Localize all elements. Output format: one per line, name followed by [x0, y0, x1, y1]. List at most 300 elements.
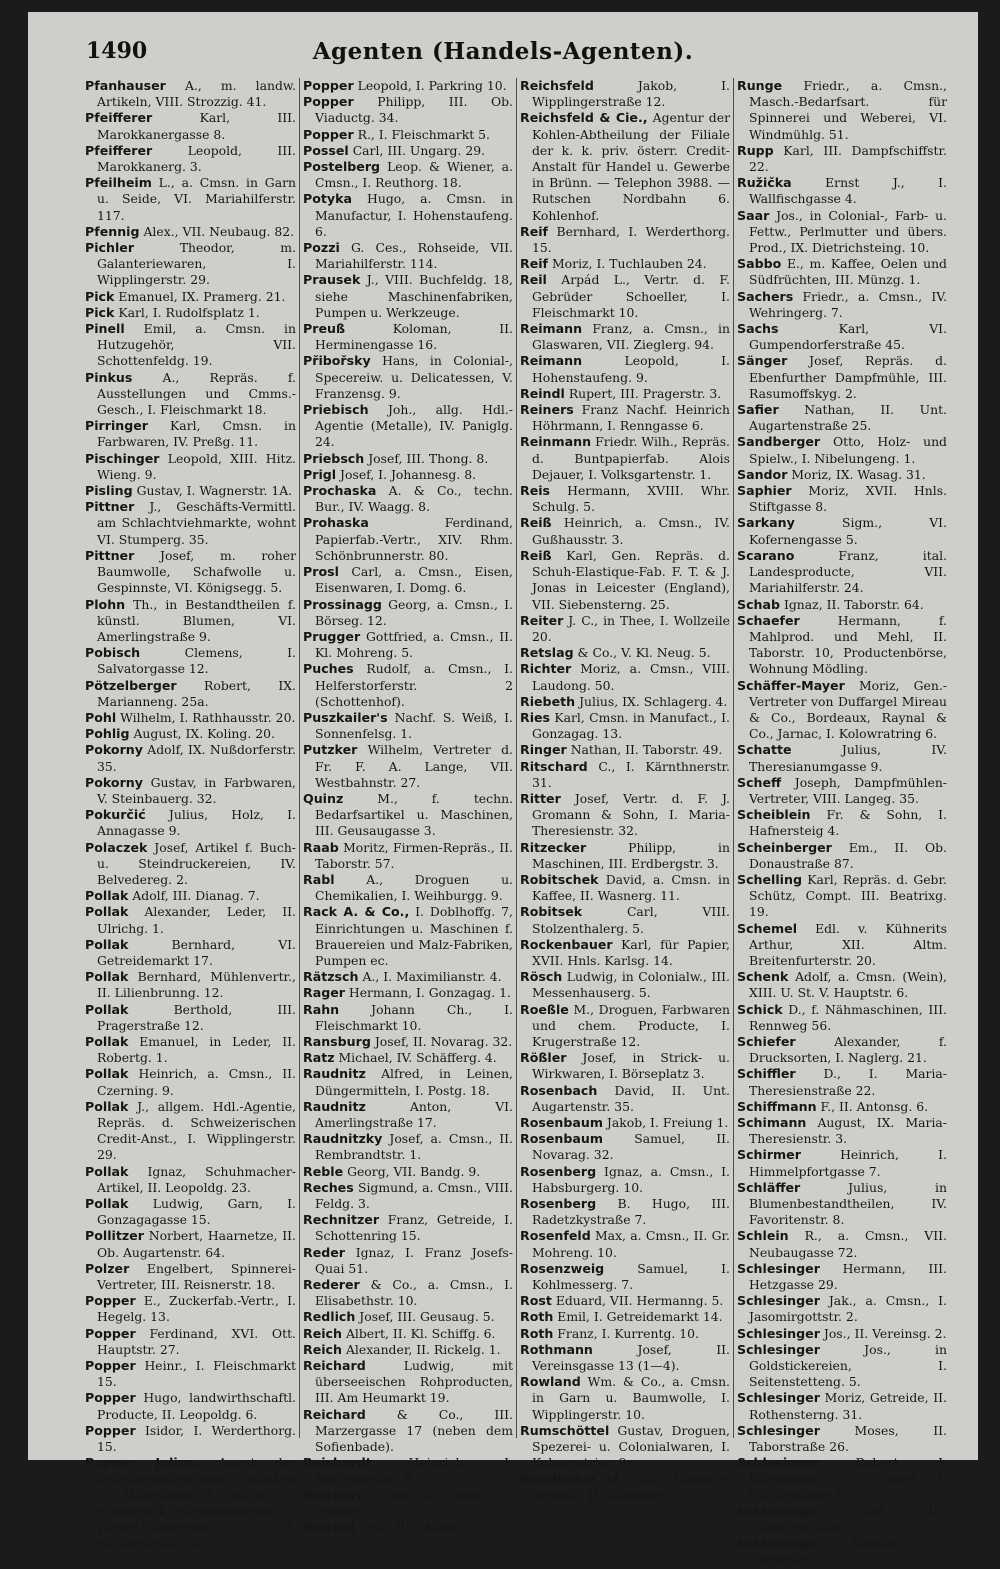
directory-entry [85, 110, 296, 142]
entry-details: Alexander, f. Drucksorten, I. Naglerg. 21. [749, 1033, 947, 1066]
entry-name: Raudnitzky [303, 1131, 383, 1147]
directory-entry [520, 1196, 730, 1228]
entry-details: Jak., a. Cmsn., I. Jasomirgottstr. 2. [749, 1293, 947, 1325]
entry-name: Rößler [520, 1050, 567, 1066]
entry-name: Schlesinger [737, 1455, 820, 1471]
directory-entry [520, 434, 730, 483]
entry-name: Riebeth [520, 693, 576, 709]
entry-name: Reindl [520, 385, 565, 401]
directory-entry [85, 888, 296, 904]
entry-name: Pfennig [85, 223, 140, 239]
directory-entry [303, 240, 513, 272]
entry-name: Rager [303, 985, 345, 1001]
directory-entry [85, 840, 296, 889]
entry-details: R., a. Cmsn., VII. Neubaugasse 72. [749, 1228, 947, 1260]
entry-name: Reches [303, 1179, 354, 1195]
entry-details: Philipp, III. Ob. Viaductg. 34. [315, 94, 513, 126]
entry-name: Sachs [737, 321, 779, 337]
entry-name: Prossinagg [303, 596, 382, 612]
entry-details: Josef, III. Thong. 8. [368, 450, 489, 466]
entry-name: Raudnitz [303, 1098, 366, 1114]
directory-entry [303, 1455, 513, 1487]
entry-details: Carl, a. Cmsn., Eisen, Eisenwaren, I. Domg. 6. [315, 564, 513, 596]
entry-details: August, IX. Koling. 20. [133, 726, 275, 742]
entry-name: Popper [85, 1422, 136, 1438]
entry-name: Saar [737, 207, 770, 223]
entry-name: Reif [520, 256, 549, 272]
entry-name: Popper [303, 78, 354, 93]
directory-entry [85, 904, 296, 936]
entry-details: Leop. & Wiener, a. Cmsn., I. Reuthorg. 18. [315, 159, 513, 191]
entry-name: Pisling [85, 483, 133, 499]
directory-entry [520, 1083, 730, 1115]
entry-details: Michael, IV. Schäfferg. 4. [338, 1050, 497, 1066]
directory-entry [303, 78, 513, 94]
directory-entry [85, 678, 296, 710]
entry-name: Reichard [303, 1358, 366, 1374]
directory-entry [520, 742, 730, 758]
entry-name: Rätzsch [303, 969, 359, 985]
entry-name: Rosenberg [520, 1163, 597, 1179]
directory-entry [303, 1164, 513, 1180]
directory-entry [737, 597, 947, 613]
entry-details: E., Zuckerfab.-Vertr., I. Hegelg. 13. [97, 1293, 296, 1325]
directory-entry [85, 1455, 296, 1552]
directory-entry [737, 175, 947, 207]
entry-name: Pfeifferer [85, 110, 153, 126]
directory-entry [303, 94, 513, 126]
entry-name: Schab [737, 596, 781, 612]
entry-details: Clemens, I. Salvatorgasse 12. [97, 645, 296, 677]
entry-details: Max, a. Cmsn., II. Gr. Mohreng. 10. [532, 1228, 730, 1260]
entry-details: Karl, III. Dampfschiffstr. 22. [749, 142, 947, 175]
directory-entry [85, 370, 296, 419]
directory-entry [520, 1002, 730, 1051]
entry-name: Scheinberger [737, 839, 832, 855]
directory-entry [737, 1034, 947, 1066]
entry-details: M., f. techn. Bedarfsartikel u. Maschinen, III. Geusaugasse 3. [315, 790, 513, 839]
entry-name: Reiners [520, 402, 574, 418]
entry-name: Puches [303, 661, 354, 677]
directory-entry [520, 272, 730, 321]
entry-details: Ignaz, I. Franz Josefs-Quai 51. [315, 1244, 513, 1276]
directory-entry [85, 807, 296, 839]
directory-entry [737, 1228, 947, 1260]
directory-entry [85, 78, 296, 110]
entry-details: Moses, II. Taborstraße 26. [749, 1422, 947, 1455]
entry-name: Popper [85, 1390, 136, 1406]
entry-details: Robert, IX. Marianneng. 25a. [97, 677, 296, 709]
entry-details: Josef, m. roher Baumwolle, Schafwolle u. Gespinnste, VI. Königsegg. 5. [97, 547, 296, 596]
entry-name: Schimann [737, 1115, 807, 1130]
entry-name: Quinz [303, 790, 344, 806]
entry-name: Rabl [303, 871, 335, 887]
directory-entry [737, 1002, 947, 1034]
entry-details: Johann Ch., I. Fleischmarkt 10. [315, 1001, 513, 1033]
directory-entry [85, 1326, 296, 1358]
entry-details: Carl, III. Ungarg. 29. [352, 142, 486, 158]
entry-details: L., a. Cmsn. in Garn u. Seide, VI. Mariahilferstr. 117. [97, 175, 296, 223]
entry-details: David, a. Cmsn. in Kaffee, II. Wasnerg. 11. [532, 871, 730, 904]
entry-name: Rosenberg [520, 1196, 597, 1212]
entry-details: J., Geschäfts-Vermittl. am Schlachtviehmarkte, wohnt VI. Stumperg. 35. [97, 499, 296, 547]
entry-details: I. Doblhoffg. 7, Einrichtungen u. Maschinen f. Brauereien und Malz-Fabriken, Pumpen ec. [315, 904, 513, 968]
directory-entry [737, 807, 947, 839]
entry-details: M., Droguen, Farbwaren und chem. Producte, I. Krugerstraße 12. [532, 1001, 730, 1049]
directory-entry [520, 840, 730, 872]
entry-name: Pinkus [85, 369, 133, 385]
entry-details: Agentur der Kohlen-Abtheilung der Filiale der k. k. priv. österr. Credit-Anstalt für Handel u. Gewerbe in Brünn. — Telephon 3988. — Rutschen Nordbahn 6. Kohlenhof. [532, 110, 730, 223]
entry-name: Pollak [85, 1033, 129, 1049]
entry-name: Scheiblein [737, 807, 811, 823]
entry-name: Ružička [737, 175, 792, 191]
entry-details: Hermann, III. Hetzgasse 29. [749, 1260, 947, 1293]
entry-name: Schemel [737, 920, 798, 936]
directory-entry [303, 402, 513, 451]
entry-details: Koloman, II. Herminengasse 16. [315, 321, 513, 353]
entry-name: Prohaska [303, 515, 369, 531]
entry-details: Moriz, IX. Wasag. 31. [791, 466, 926, 482]
entry-name: Schläffer [737, 1179, 801, 1195]
entry-name: Pollitzer [85, 1228, 144, 1244]
directory-entry [303, 143, 513, 159]
directory-page [28, 12, 978, 1568]
directory-entry [303, 597, 513, 629]
entry-details: Ludwig, Garn, I. Gonzagagasse 15. [97, 1196, 296, 1228]
entry-name: Pollak [85, 936, 129, 952]
entry-name: Reble [303, 1163, 344, 1179]
directory-entry [303, 1277, 513, 1309]
directory-entry [85, 1164, 296, 1196]
entry-details: Wilhelm, I. Rathhausstr. 20. [120, 709, 296, 725]
directory-entry [85, 726, 296, 742]
directory-entry [520, 1423, 730, 1472]
entry-details: Sigm., VI. Kofernengasse 5. [749, 515, 947, 547]
directory-entry [520, 710, 730, 742]
entry-name: Prosl [303, 564, 339, 580]
entry-details: Moriz, Getreide, II. Rothensterng. 31. [749, 1390, 947, 1422]
entry-details: Heinrich, a. Cmsn., IV. Gußhausstr. 3. [532, 515, 730, 547]
entry-details: J., allgem. Hdl.-Agentie, Repräs. d. Schweizerischen Credit-Anst., I. Wipplingerstr. 29. [97, 1098, 296, 1163]
directory-entry [520, 1342, 730, 1374]
directory-entry [520, 1228, 730, 1260]
directory-entry [303, 127, 513, 143]
entry-details: Theodor, m. Galanteriewaren, I. Wipplingerstr. 29. [97, 240, 296, 288]
entry-name: Rothmann [520, 1341, 593, 1357]
entry-name: Reiß [520, 515, 552, 531]
entry-name: Prigl [303, 466, 337, 482]
entry-details: A. & Co., techn. Bur., IV. Waagg. 8. [315, 483, 513, 515]
entry-details: Karl, I. Rudolfsplatz 1. [118, 304, 260, 320]
directory-entry [85, 645, 296, 677]
entry-details: Julius, IX. Schlagerg. 4. [579, 693, 728, 709]
directory-entry [85, 305, 296, 321]
entry-details: Josef, III. Geusaug. 5. [359, 1309, 495, 1325]
entry-name: Reichart [303, 1487, 363, 1503]
directory-entry [520, 759, 730, 791]
directory-entry [737, 840, 947, 872]
entry-name: Ritschard [520, 758, 588, 774]
entry-name: Pittner [85, 547, 135, 563]
entry-name: Reis [520, 483, 551, 499]
directory-entry [737, 1390, 947, 1422]
entry-name: Sarkany [737, 515, 795, 531]
directory-entry [85, 224, 296, 240]
entry-name: Prugger [303, 628, 361, 644]
entry-name: Rosenbach [520, 1082, 598, 1098]
directory-entry [85, 483, 296, 499]
directory-entry [303, 629, 513, 661]
entry-details: Josef, Vertr. d. F. J. Gromann & Sohn, I. Maria-Theresienstr. 32. [532, 790, 730, 839]
entry-details: Edl. v. Kühnerits Arthur, XII. Altm. Breitenfurterstr. 20. [749, 920, 947, 968]
entry-details: M., allg. Handels-Agentie, II. Glockeng. 2. [532, 1471, 730, 1503]
directory-entry [85, 1002, 296, 1034]
entry-details: Ludwig, mit überseeischen Rohproducten, III. Am Heumarkt 19. [315, 1358, 513, 1406]
directory-entry [520, 483, 730, 515]
entry-name: Pfanhauser [85, 78, 166, 93]
entry-details: Heinrich, I. Bartensteing. 9. [315, 1455, 513, 1487]
column-4 [733, 78, 950, 1568]
entry-name: Reichard [303, 1406, 366, 1422]
column-2 [299, 78, 516, 1536]
entry-name: Potyka [303, 191, 352, 207]
directory-entry [303, 1034, 513, 1050]
page-header [28, 38, 978, 78]
entry-name: Reif [520, 223, 549, 239]
directory-entry [303, 1520, 513, 1536]
entry-name: Puszkailer's [303, 709, 388, 725]
directory-entry [520, 661, 730, 693]
entry-name: Postelberg [303, 159, 381, 175]
entry-details: Jos., in Goldstickereien, I. Seitenstetteng. 5. [749, 1341, 947, 1390]
entry-details: Leopold, I. Hohenstaufeng. 9. [532, 353, 730, 385]
entry-name: Preuß [303, 321, 346, 337]
entry-name: Ritzecker [520, 839, 587, 855]
entry-details: Wilhelm, Vertreter d. Fr. F. A. Lange, VII. Westbahnstr. 27. [315, 742, 513, 790]
entry-details: Agent der bedeutendsten ausl. Fabriken v. Maschinen f. Buch- u. Steindruck, Buchbindereien u. Papier-Confection, I. Bäckerstraße 24. [97, 1455, 296, 1552]
entry-details: Hermann, f. Mahlprod. und Mehl, II. Taborstr. 10, Productenbörse, Wohnung Mödling. [749, 612, 947, 677]
directory-entry [737, 483, 947, 515]
directory-entry [737, 402, 947, 434]
entry-name: Reiß [520, 547, 552, 563]
entry-details: R., I. Fleischmarkt 5. [357, 126, 490, 142]
entry-name: Schlesinger [737, 1341, 820, 1357]
directory-entry [737, 1261, 947, 1293]
directory-entry [303, 451, 513, 467]
entry-name: Reichsfeld & Cie., [520, 110, 648, 126]
entry-name: Pfeilheim [85, 175, 152, 191]
entry-details: Ignaz, II. Taborstr. 64. [783, 596, 924, 612]
directory-entry [520, 1471, 730, 1503]
entry-details: Josef, Artikel f. Buch- u. Steindruckereien, IV. Belvedereg. 2. [97, 839, 296, 887]
directory-entry [520, 224, 730, 256]
directory-entry [85, 321, 296, 370]
entry-details: Carl, VIII. Stolzenthalerg. 5. [532, 904, 730, 936]
directory-entry [520, 78, 730, 110]
entry-name: Roth [520, 1309, 554, 1325]
entry-name: Priebsch [303, 450, 365, 466]
entry-name: Pokorny [85, 742, 143, 758]
directory-entry [303, 483, 513, 515]
directory-entry [85, 969, 296, 1001]
entry-name: Retslag [520, 645, 574, 661]
entry-name: Sandberger [737, 434, 821, 450]
directory-entry [737, 78, 947, 143]
directory-entry [520, 548, 730, 613]
entry-details: Heinrich, a. Cmsn., II. Czerning. 9. [97, 1066, 296, 1098]
entry-details: Ernst J., I. Wallfischgasse 4. [749, 175, 947, 207]
directory-entry [737, 1423, 947, 1455]
entry-details: Samuel, II. Novarag. 32. [532, 1131, 730, 1163]
entry-details: Nathan, II. Taborstr. 49. [570, 742, 723, 758]
entry-details: Franz, I. Kurrentg. 10. [557, 1325, 699, 1341]
entry-details: Franz Nachf. Heinrich Höhrmann, I. Renngasse 6. [532, 402, 730, 434]
directory-entry [85, 175, 296, 224]
entry-name: Pollak [85, 904, 129, 920]
directory-columns [82, 78, 952, 1568]
entry-details: Jakob, I. Wipplingerstraße 12. [532, 78, 730, 110]
entry-name: Sachers [737, 288, 794, 304]
entry-name: Rösch [520, 969, 563, 985]
directory-entry [520, 1261, 730, 1293]
directory-entry [737, 1342, 947, 1391]
entry-name: Ries [520, 709, 551, 725]
entry-details: Karl, III. Marokkanergasse 8. [97, 110, 296, 142]
entry-name: Reich [303, 1341, 342, 1357]
directory-entry [303, 272, 513, 321]
directory-entry [737, 467, 947, 483]
directory-entry [737, 548, 947, 597]
directory-entry [303, 969, 513, 985]
entry-name: Schlesinger [737, 1422, 820, 1438]
entry-name: Raab [303, 839, 339, 855]
entry-name: Safier [737, 402, 779, 418]
directory-entry [303, 742, 513, 791]
entry-details: Franz, Getreide, I. Schottenring 15. [315, 1212, 513, 1244]
directory-entry [520, 256, 730, 272]
entry-details: Robert, I. Börsegasse 17, Compt. I. Fleischmarkt 17. [749, 1455, 947, 1503]
entry-details: Karl, VI. Gumpendorferstraße 45. [749, 321, 947, 353]
entry-details: & Co., V. Kl. Neug. 5. [577, 645, 711, 661]
directory-entry [737, 1147, 947, 1179]
directory-entry [303, 1099, 513, 1131]
entry-details: Ignaz, Schuhmacher-Artikel, II. Leopoldg. 23. [97, 1163, 296, 1195]
directory-entry [520, 321, 730, 353]
entry-name: Rumschöttel [520, 1422, 610, 1438]
entry-details: Rud., III. Custozzagasse 6. [749, 1503, 947, 1536]
entry-name: Schäffer-Mayer [737, 677, 845, 693]
directory-entry [737, 143, 947, 175]
entry-details: D., I. Maria-Theresienstraße 22. [749, 1066, 947, 1098]
directory-entry [520, 694, 730, 710]
entry-name: Popper [85, 1325, 136, 1341]
entry-name: Rost [520, 1293, 552, 1309]
page-number: 1490 [86, 38, 148, 64]
entry-name: Scheff [737, 774, 782, 790]
directory-entry [737, 969, 947, 1001]
directory-entry [303, 191, 513, 240]
entry-details: Ferdinand, XVI. Ott. Hauptstr. 27. [97, 1325, 296, 1357]
directory-entry [303, 515, 513, 564]
column-3 [516, 78, 733, 1503]
entry-name: Rosenzweig [520, 1260, 605, 1276]
entry-name: Robitschek [520, 871, 599, 887]
entry-name: Polzer [85, 1260, 130, 1276]
directory-entry [303, 985, 513, 1001]
entry-name: Plohn [85, 596, 126, 612]
entry-details: Alfred, in Leinen, Düngermitteln, I. Postg. 18. [315, 1066, 513, 1098]
entry-name: Rundbakin [520, 1471, 596, 1487]
entry-details: Hans, in Colonial-, Specereiw. u. Delicatessen, V. Franzensg. 9. [315, 353, 513, 401]
entry-name: Schlein [737, 1228, 789, 1244]
directory-entry [737, 1455, 947, 1504]
entry-details: & Co., III. Marzergasse 17 (neben dem Sofienbade). [315, 1406, 513, 1455]
directory-entry [85, 1196, 296, 1228]
directory-entry [737, 321, 947, 353]
entry-details: Josef, I. Johannesg. 8. [340, 466, 477, 482]
entry-name: Pollak [85, 1163, 129, 1179]
entry-name: Rupp [737, 142, 774, 158]
directory-entry [85, 1390, 296, 1422]
directory-entry [520, 904, 730, 936]
entry-details: David, II. Unt. Augartenstr. 35. [532, 1082, 730, 1114]
entry-details: Josef, II. Vereinsgasse 13 (1—4). [532, 1341, 730, 1374]
entry-name: Pollak [85, 1098, 129, 1114]
entry-name: Sänger [737, 353, 788, 369]
entry-name: Pollak [85, 1196, 129, 1212]
column-1 [82, 78, 299, 1552]
entry-details: Eduard, VII. Hermanng. 5. [555, 1293, 724, 1309]
directory-entry [85, 775, 296, 807]
directory-entry [737, 1326, 947, 1342]
entry-details: Rudolf, a. Cmsn., I. Helferstorferstr. 2 (Schottenhof). [315, 661, 513, 709]
entry-name: Priebisch [303, 402, 369, 418]
entry-name: Schiffmann [737, 1098, 817, 1114]
entry-details: Gustav, I. Wagnerstr. 1A. [136, 483, 293, 499]
directory-entry [303, 1212, 513, 1244]
entry-name: Popper [303, 126, 354, 142]
entry-name: Schlesinger [737, 1503, 820, 1519]
entry-details: Norbert, Haarnetze, II. Ob. Augartenstr. 64. [97, 1228, 296, 1260]
entry-details: Moriz, I. Tuchlauben 24. [552, 256, 707, 272]
entry-name: Possel [303, 142, 349, 158]
entry-details: Leopold, III. Marokkanerg. 3. [97, 142, 296, 175]
entry-details: Josef, Repräs. d. Ebenfurther Dampfmühle, III. Rasumoffskyg. 2. [749, 353, 947, 401]
entry-name: Reiter [520, 612, 564, 628]
directory-entry [303, 1309, 513, 1325]
entry-name: Pinell [85, 321, 125, 337]
entry-details: Ignaz, a. Cmsn., I. Habsburgerg. 10. [532, 1163, 730, 1195]
entry-details: Hermann, XVIII. Whr. Schulg. 5. [532, 483, 730, 515]
entry-name: Raudnitz [303, 1066, 366, 1082]
entry-details: Georg, a. Cmsn., I. Börseg. 12. [315, 596, 513, 628]
entry-name: Prausek [303, 272, 361, 288]
entry-details: Moriz, Gen.-Vertreter von Duffargel Mireau & Co., Bordeaux, Raynal & Co., Jarnac, I. Kolowratring 6. [749, 677, 947, 742]
entry-details: Emanuel, in Leder, II. Robertg. 1. [97, 1033, 296, 1066]
entry-name: Roth [520, 1325, 554, 1341]
entry-details: Wm. & Co., a. Cmsn. in Garn u. Baumwolle, I. Wipplingerstr. 10. [532, 1374, 730, 1422]
directory-entry [520, 1131, 730, 1163]
directory-entry [737, 613, 947, 678]
entry-name: Pichler [85, 240, 135, 256]
entry-name: Schelling [737, 871, 802, 887]
directory-entry [303, 1245, 513, 1277]
directory-entry [85, 143, 296, 175]
directory-entry [737, 1066, 947, 1098]
entry-name: Schaefer [737, 612, 800, 628]
directory-entry [303, 1066, 513, 1098]
entry-details: Leopold, I. Parkring 10. [357, 78, 507, 93]
